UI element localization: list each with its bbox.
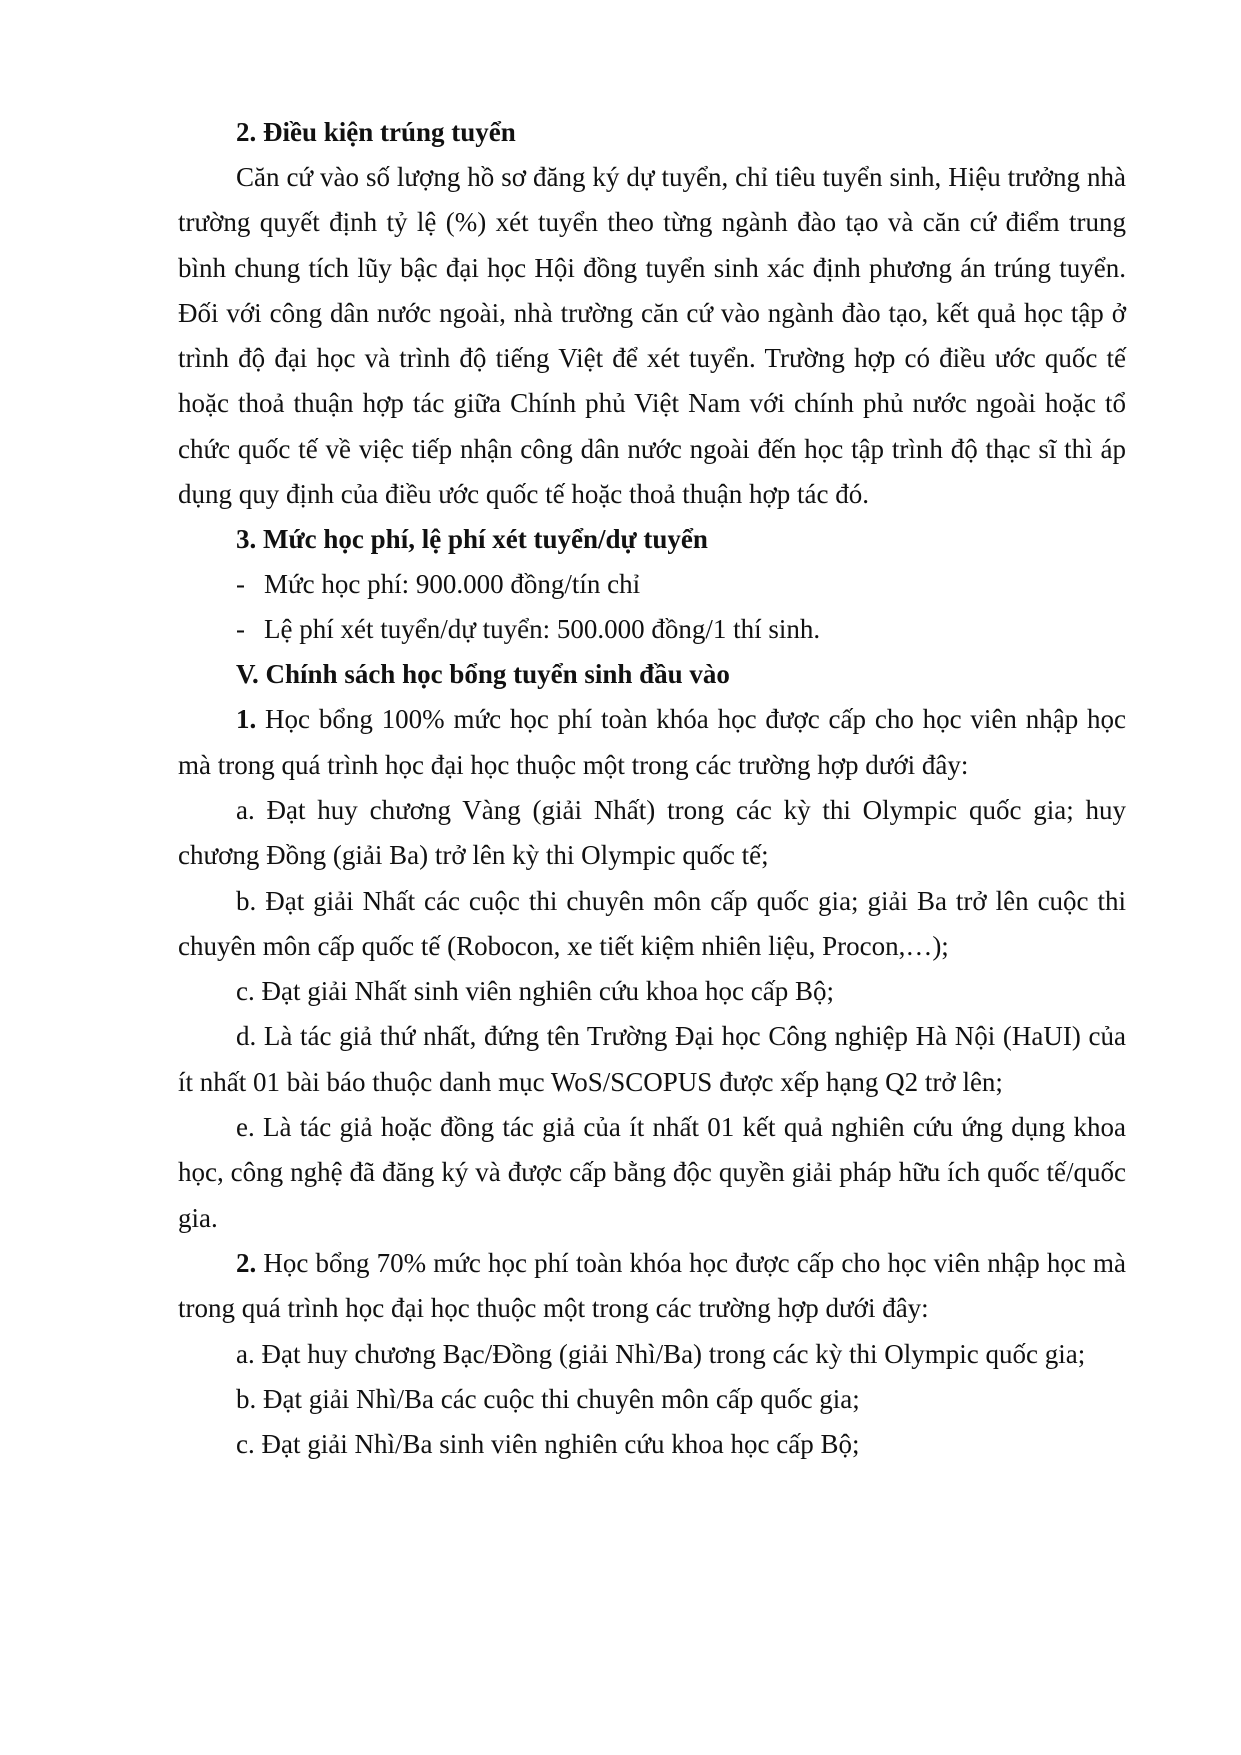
scholarship-1-number: 1. (236, 704, 257, 735)
scholarship-1-item-c: c. Đạt giải Nhất sinh viên nghiên cứu khoa học cấp Bộ; (236, 976, 834, 1007)
scholarship-1-item-a: a. Đạt huy chương Vàng (giải Nhất) trong các kỳ thi Olympic quốc gia; huy chương Đồng (giải Ba) trở lên kỳ thi Olympic quốc tế; (178, 794, 1126, 871)
scholarship-2-intro (178, 1241, 1126, 1332)
scholarship-1-item-e: e. Là tác giả hoặc đồng tác giả của ít nhất 01 kết quả nghiên cứu ứng dụng khoa học, công nghệ đã đăng ký và được cấp bằng độc quyền giải pháp hữu ích quốc tế/quốc gia. (178, 1112, 1126, 1233)
scholarship-2-item-a: a. Đạt huy chương Bạc/Đồng (giải Nhì/Ba) trong các kỳ thi Olympic quốc gia; (236, 1338, 1086, 1369)
section-2-heading: 2. Điều kiện trúng tuyển (236, 117, 516, 147)
section-3-heading: 3. Mức học phí, lệ phí xét tuyển/dự tuyển (236, 524, 708, 555)
scholarship-1-item-d: d. Là tác giả thứ nhất, đứng tên Trường Đại học Công nghiệp Hà Nội (HaUI) của ít nhất 01 bài báo thuộc danh mục WoS/SCOPUS được xếp hạng Q2 trở lên; (178, 1021, 1126, 1097)
dash-marker: - (236, 614, 245, 645)
scholarship-2-item-b: b. Đạt giải Nhì/Ba các cuộc thi chuyên môn cấp quốc gia; (236, 1383, 860, 1414)
scholarship-2-number: 2. (236, 1247, 257, 1278)
application-fee-text: Lệ phí xét tuyển/dự tuyển: 500.000 đồng/1 thí sinh. (264, 614, 821, 645)
tuition-fee-text: Mức học phí: 900.000 đồng/tín chỉ (264, 569, 641, 600)
dash-marker: - (236, 569, 245, 600)
scholarship-1-text: Học bổng 100% mức học phí toàn khóa học được cấp cho học viên nhập học mà trong quá trình học đại học thuộc một trong các trường hợp dưới đây: (178, 704, 1126, 780)
section-2-body: Căn cứ vào số lượng hồ sơ đăng ký dự tuyển, chỉ tiêu tuyển sinh, Hiệu trưởng nhà trường quyết định tỷ lệ (%) xét tuyển theo từng ngành đào tạo và căn cứ điểm trung bình chung tích lũy bậc đại học Hội đồng tuyển sinh xác định phương án trúng tuyển. Đối với công dân nước ngoài, nhà trường căn cứ vào ngành đào tạo, kết quả học tập ở trình độ đại học và trình độ tiếng Việt để xét tuyển. Trường hợp có điều ước quốc tế hoặc thoả thuận hợp tác giữa Chính phủ Việt Nam với chính phủ nước ngoài hoặc tổ chức quốc tế về việc tiếp nhận công dân nước ngoài đến học tập trình độ thạc sĩ thì áp dụng quy định của điều ước quốc tế hoặc thoả thuận hợp tác đó. (178, 162, 1126, 510)
fee-list-item (178, 607, 1126, 652)
fee-list-item (178, 562, 1126, 607)
document-page (178, 110, 1126, 1467)
scholarship-1-intro (178, 697, 1126, 788)
scholarship-2-text: Học bổng 70% mức học phí toàn khóa học được cấp cho học viên nhập học mà trong quá trình học đại học thuộc một trong các trường hợp dưới đây: (178, 1247, 1126, 1324)
scholarship-1-item-b: b. Đạt giải Nhất các cuộc thi chuyên môn cấp quốc gia; giải Ba trở lên cuộc thi chuyên môn cấp quốc tế (Robocon, xe tiết kiệm nhiên liệu, Procon,…); (178, 885, 1126, 961)
section-v-heading: V. Chính sách học bổng tuyển sinh đầu vào (236, 659, 730, 690)
scholarship-2-item-c: c. Đạt giải Nhì/Ba sinh viên nghiên cứu khoa học cấp Bộ; (236, 1429, 860, 1460)
